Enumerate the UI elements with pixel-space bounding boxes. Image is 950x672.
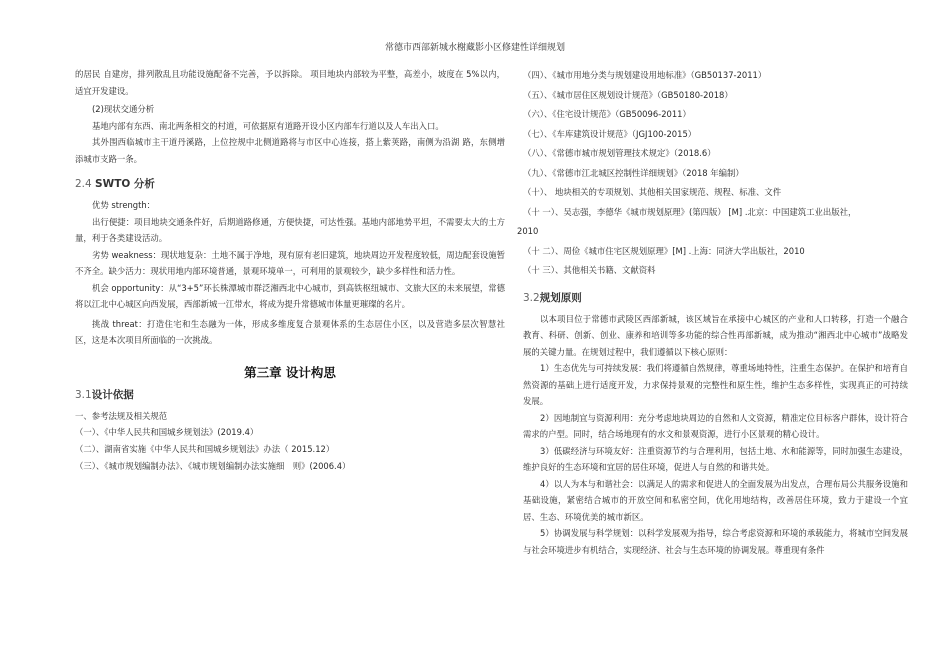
left-column: [75, 66, 505, 475]
principle-item: 1）生态优先与可持续发展：我们将遵循自然规律，尊重场地特性，注重生态保护。在保护和培育自然资源的基础上进行适度开发，力求保持景观的完整性和原生性，维护生态多样性，实现真正的可持续发展。: [523, 363, 908, 406]
reference-item-continuation: 2010: [517, 226, 539, 236]
principle-item: 5）协调发展与科学规划：以科学发展观为指导，综合考虑资源和环境的承载能力，将城市空间发展与社会环境进步有机结合，实现经济、社会与生态环境的协调发展。尊重现有条件: [523, 528, 908, 555]
reference-item: （十 一）、吴志强，李德华《城市规划原理》(第四版） [M] .北京：中国建筑工业出版社，: [523, 206, 857, 217]
reference-item: （七）、《车库建筑设计规范》（JGJ100-2015）: [523, 128, 697, 139]
principles-title: 规划原则: [539, 291, 582, 304]
swot-heading: [75, 176, 505, 192]
design-basis-heading: [75, 387, 505, 403]
traffic-paragraph-2: 其外围西临城市主干道丹溪路，上位控规中北侧道路将与市区中心连接，搭上紫荚路，南侧为沿湖 路，东侧增添城市支路一条。: [75, 137, 505, 164]
reference-item: （九）、《常德市江北城区控制性详细规划》（2018 年编制）: [523, 167, 744, 178]
principles-heading: [523, 290, 908, 306]
reference-item: （四）、《城市用地分类与规划建设用地标准》（GB50137-2011）: [523, 70, 767, 80]
reference-item: （二）、湖南省实施《中华人民共和国城乡规划法》办法（ 2015.12）: [75, 444, 335, 455]
traffic-heading: (2)现状交通分析: [92, 104, 155, 114]
principle-item: 3）低碳经济与环境友好：注重资源节约与合理利用，包括土地、水和能源等，同时加强生态建设，维护良好的生态环境和宜居的居住环境，促进人与自然的和谐共处。: [523, 445, 908, 472]
traffic-paragraph-1: 基地内部有东西、南北两条相交的村道，可依据原有道路开设小区内部车行道以及人车出入口。: [92, 120, 444, 131]
references-heading: 一、参考法规及相关规范: [75, 410, 168, 421]
right-column: [517, 66, 908, 558]
opportunity-paragraph: 机会 opportunity：从“3+5”环长株潭城市群泛湘西北中心城市，到高铁枢纽城市、文旅大区的未来展望，常德将以江北中心城区向西发展，西部新城一江带水，将成为提升常德城市体量更璀璨的名片。: [75, 282, 505, 309]
design-basis-number: 3.1: [75, 388, 92, 401]
strength-paragraph: 出行便捷：项目地块交通条件好，后期道路修通，方便快捷，可达性强。基地内部地势平坦，不需要太大的土方量，利于各类建设活动。: [75, 216, 505, 243]
principles-number: 3.2: [523, 291, 540, 304]
design-basis-title: 设计依据: [91, 388, 134, 401]
principle-item: 4）以人为本与和谐社会：以满足人的需求和促进人的全面发展为出发点，合理布局公共服务设施和基础设施，紧密结合城市的开放空间和私密空间，优化用地结构，改善居住环境，致力于建设一个宜居、生态、环境优美的城市新区。: [523, 478, 908, 522]
reference-item: （三）、《城市规划编制办法》、《城市规划编制办法实施细 则》(2006.4）: [75, 460, 351, 471]
intro-paragraph: 的居民 自建房，排列散乱且功能设施配备不完善，予以拆除。 项目地块内部较为平整，高差小，坡度在 5%以内，适宜开发建设。: [75, 69, 505, 96]
principle-item: 2）因地制宜与资源利用：充分考虑地块周边的自然和人文资源，精准定位目标客户群体，设计符合需求的户型。同时，结合场地现有的水文和景观资源，进行小区景观的精心设计。: [523, 412, 908, 439]
reference-item: （六）、《住宅设计规范》（GB50096-2011）: [523, 109, 691, 119]
reference-item: （十 三）、其他相关书籍、文献资料: [523, 265, 656, 275]
threat-paragraph: 挑战 threat：打造住宅和生态融为一体，形成多维度复合景观体系的生态居住小区，以及营造多层次智慧社区，这是本次项目所面临的一次挑战。: [75, 318, 505, 345]
reference-item: （五）、《城市居住区规划设计规范》（GB50180-2018）: [523, 89, 733, 100]
reference-item: （十）、 地块相关的专项规划、其他相关国家规范、规程、标准、文件: [523, 187, 782, 197]
reference-item: （八）、《常德市城市规划管理技术规定》（2018.6）: [523, 148, 716, 158]
swot-heading-number: 2.4: [75, 178, 96, 190]
weakness-paragraph: 劣势 weakness：现状地复杂：土地不属于净地，现有原有老旧建筑，地块周边开发程度较低，周边配套设施暂不齐全。缺少活力：现状用地内部环境普通，景观环境单一，可利用的景观较少，缺少多样性和活力性。: [75, 249, 505, 276]
chapter-title: 第三章 设计构思: [244, 364, 336, 380]
strength-label: 优势 strength：: [92, 200, 156, 210]
principles-intro: 以本项目位于常德市武陵区西部新城，该区域旨在承接中心城区的产业和人口转移，打造一个融合教育、科研、创新、创业、康养和培训等多功能的综合性再部新城，成为推动“湘西北中心城市”战略发展的关键力量。在规划过程中，我们遵循以下核心原则：: [523, 313, 908, 357]
swot-heading-title: SWTO 分析: [95, 178, 155, 190]
reference-item: （十 二）、周俭《城市住宅区规划原理》[M] .上海：同济大学出版社，2010: [523, 245, 805, 256]
page-header: 常德市西部新城水榭藏影小区修建性详细规划: [384, 43, 565, 53]
reference-item: （一）、《中华人民共和国城乡规划法》(2019.4）: [75, 427, 259, 438]
